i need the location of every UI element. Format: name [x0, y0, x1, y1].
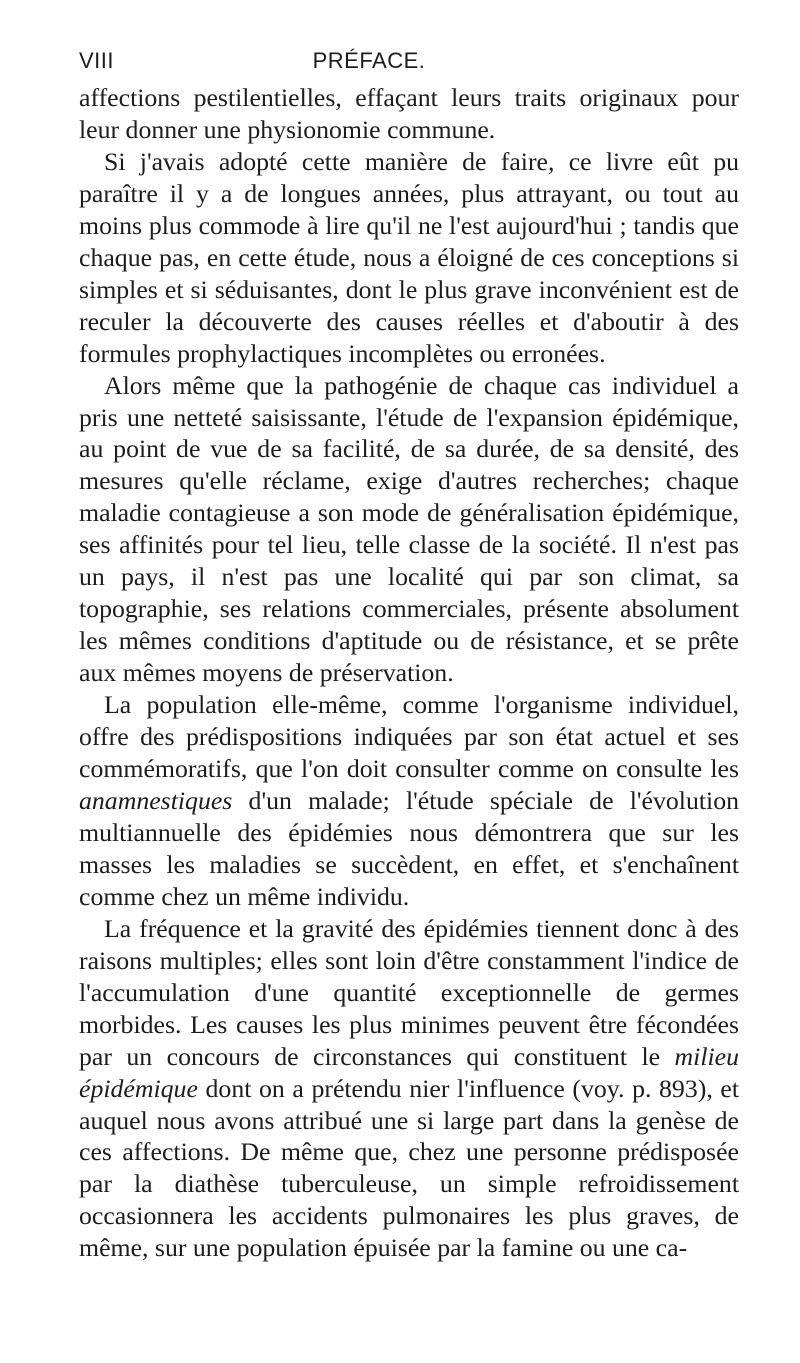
- paragraph: [79, 913, 739, 1264]
- paragraph-text: La population elle-même, comme l'organisme individuel, offre des prédispositions indiquées par son état actuel et ses commémoratifs, que l'on doit consulter comme on consulte les: [79, 690, 739, 784]
- paragraph: [79, 146, 739, 370]
- paragraph-text: Alors même que la pathogénie de chaque cas individuel a pris une netteté saisissante, l'étude de l'expansion épidémique, au point de vue de sa facilité, de sa durée, de sa densité, des mesures qu'elle réclame, exige d'autres recherches; chaque maladie contagieuse a son mode de généralisation épidémique, ses affinités pour tel lieu, telle classe de la société. Il n'est pas un pays, il n'est pas une localité qui par son climat, sa topographie, ses relations commerciales, présente absolument les mêmes conditions d'aptitude ou de résistance, et se prête aux mêmes moyens de préservation.: [79, 370, 739, 688]
- page-number: VIII: [79, 48, 115, 73]
- paragraph: [79, 689, 739, 913]
- running-head: [79, 48, 739, 78]
- paragraph-text: Si j'avais adopté cette manière de faire, ce livre eût pu paraître il y a de longues années, plus attrayant, ou tout au moins plus commode à lire qu'il ne l'est aujourd'hui ; tandis que chaque pas, en cette étude, nous a éloigné de ces conceptions si simples et si séduisantes, dont le plus grave inconvénient est de reculer la découverte des causes réelles et d'aboutir à des formules prophylactiques incomplètes ou erronées.: [79, 146, 739, 368]
- paragraph: [79, 82, 739, 146]
- italic-term: milieu épidémique: [79, 1041, 739, 1103]
- paragraph-text: La fréquence et la gravité des épidémies tiennent donc à des raisons multiples; elles sont loin d'être constamment l'indice de l'accumulation d'une quantité exceptionnelle de germes morbides. Les causes les plus minimes peuvent être fécondées par un concours de circonstances qui constituent le: [79, 913, 739, 1071]
- paragraph-text: d'un malade; l'étude spéciale de l'évolution multiannuelle des épidémies nous démontrera que sur les masses les maladies se succèdent, en effet, et s'enchaînent comme chez un même individu.: [79, 785, 739, 911]
- body-text: [79, 82, 739, 1264]
- italic-term: anamnestiques: [79, 785, 233, 815]
- paragraph-text: affections pestilentielles, effaçant leurs traits originaux pour leur donner une physionomie commune.: [79, 83, 739, 144]
- paragraph: [79, 370, 739, 690]
- paragraph-text: dont on a prétendu nier l'influence (voy. p. 893), et auquel nous avons attribué une si large part dans la genèse de ces affections. De même que, chez une personne prédisposée par la diathèse tuberculeuse, un simple refroidissement occasionnera les accidents pulmonaires les plus graves, de même, sur une population épuisée par la famine ou une ca-: [79, 1073, 739, 1263]
- page-heading: PRÉFACE.: [312, 48, 426, 73]
